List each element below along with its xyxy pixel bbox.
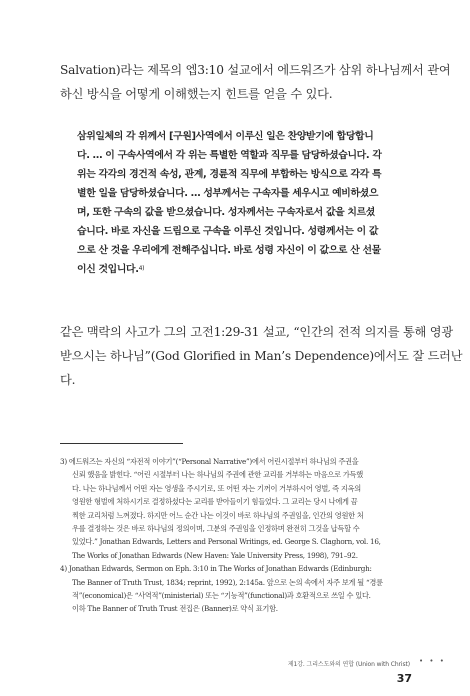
footnote-line: 찍한 교리처럼 느껴졌다. 하지만 어느 순간 나는 이것이 바로 하나님의 주권임을, 인간의 영원한 처 [72, 510, 364, 520]
text-line: 다. [60, 373, 76, 387]
quote-line: 삼위일체의 각 위께서 [구원]사역에서 이루신 일은 찬양받기에 합당합니 [77, 131, 374, 142]
quote-line: 며, 또한 구속의 값을 받으셨습니다. 성자께서는 구속자로서 값을 치르셨 [77, 207, 375, 218]
quote-line: 위는 각각의 경건적 속성, 관계, 경륜적 직무에 부합하는 방식으로 각각 특 [77, 169, 382, 180]
page-number: 37 [396, 672, 412, 685]
text-line: 같은 맥락의 사고가 그의 고전1:29-31 설교, “인간의 전적 의지를 통해 영광 [60, 325, 453, 339]
footnote-line: The Banner of Truth Trust, 1834; reprint, 1992), 2:145a. 앞으로 논의 속에서 자주 보게 될 “경륜 [72, 577, 383, 587]
footnote-line: 있었다.” Jonathan Edwards, Letters and Personal Writings, ed. George S. Claghorn, vol. 16, [72, 537, 381, 547]
footer-dots: • • • [419, 657, 446, 665]
quote-last-text: 이신 것입니다. [77, 264, 139, 275]
quote-line: 별한 일을 담당하셨습니다. … 성부께서는 구속자를 세우시고 예비하셨으 [77, 188, 379, 199]
text-line: 받으시는 하나님”(God Glorified in Man’s Dependence)에서도 잘 드러난 [60, 349, 463, 363]
quote-line: 다. … 이 구속사역에서 각 위는 특별한 역할과 직무를 담당하셨습니다. 각 [77, 150, 382, 161]
footnote-line: 우를 결정하는 것은 바로 하나님의 정의이며, 그분의 주권임을 인정하며 완전히 그것을 납득할 수 [72, 524, 360, 534]
block-quote [77, 127, 397, 279]
footnote-line: 다. 나는 하나님께서 어떤 자는 영생을 주시기로, 또 어떤 자는 기꺼이 거부하시어 영벌, 즉 지옥의 [72, 483, 361, 493]
footnote-line: The Works of Jonathan Edwards (New Haven: Yale University Press, 1998), 791–92. [72, 550, 358, 560]
footnote-line: 신뢰 했음을 밝힌다. “어린 시절부터 나는 하나님의 주권에 관한 교리를 거부하는 마음으로 가득했 [72, 470, 363, 480]
quote-line [77, 260, 397, 279]
footnote-ref[interactable]: 4) [138, 265, 145, 272]
footnote-line: 영원한 형벌에 처하시기로 결정하셨다는 교리를 받아들이기 힘들었다. 그 교리는 당시 나에게 끔 [72, 497, 358, 507]
intro-paragraph [60, 58, 451, 106]
footnote-line: 적”(economical)은 “사역적”(ministerial) 또는 “기능적”(functional)과 호환적으로 쓰일 수 있다. [72, 591, 371, 601]
text-line: Salvation)라는 제목의 엡3:10 설교에서 에드워즈가 삼위 하나님께서 관여 [60, 63, 451, 77]
footnote-divider [60, 443, 183, 444]
footnotes [60, 455, 420, 616]
quote-line: 습니다. 바로 자신을 드림으로 구속을 이루신 것입니다. 성령께서는 이 값 [77, 226, 379, 237]
footnote-line: 이하 The Banner of Truth Trust 전집은 (Banner)로 약식 표기함. [72, 604, 278, 614]
text-line: 하신 방식을 어떻게 이해했는지 힌트를 얻을 수 있다. [60, 87, 333, 101]
footnote-line: 3) 에드워즈는 자신의 “자전적 이야기”(“Personal Narrative”)에서 어린시절부터 하나님의 주권을 [60, 457, 359, 466]
footnote-line: 4) Jonathan Edwards, Sermon on Eph. 3:10 in The Works of Jonathan Edwards (Edinburgh: [60, 564, 372, 574]
running-head: 제1강. 그리스도와의 연합 (Union with Christ) [287, 661, 410, 668]
quote-line: 으로 산 것을 우리에게 전해주십니다. 바로 성령 자신이 이 값으로 산 선물 [77, 245, 381, 256]
body-paragraph [60, 320, 463, 392]
